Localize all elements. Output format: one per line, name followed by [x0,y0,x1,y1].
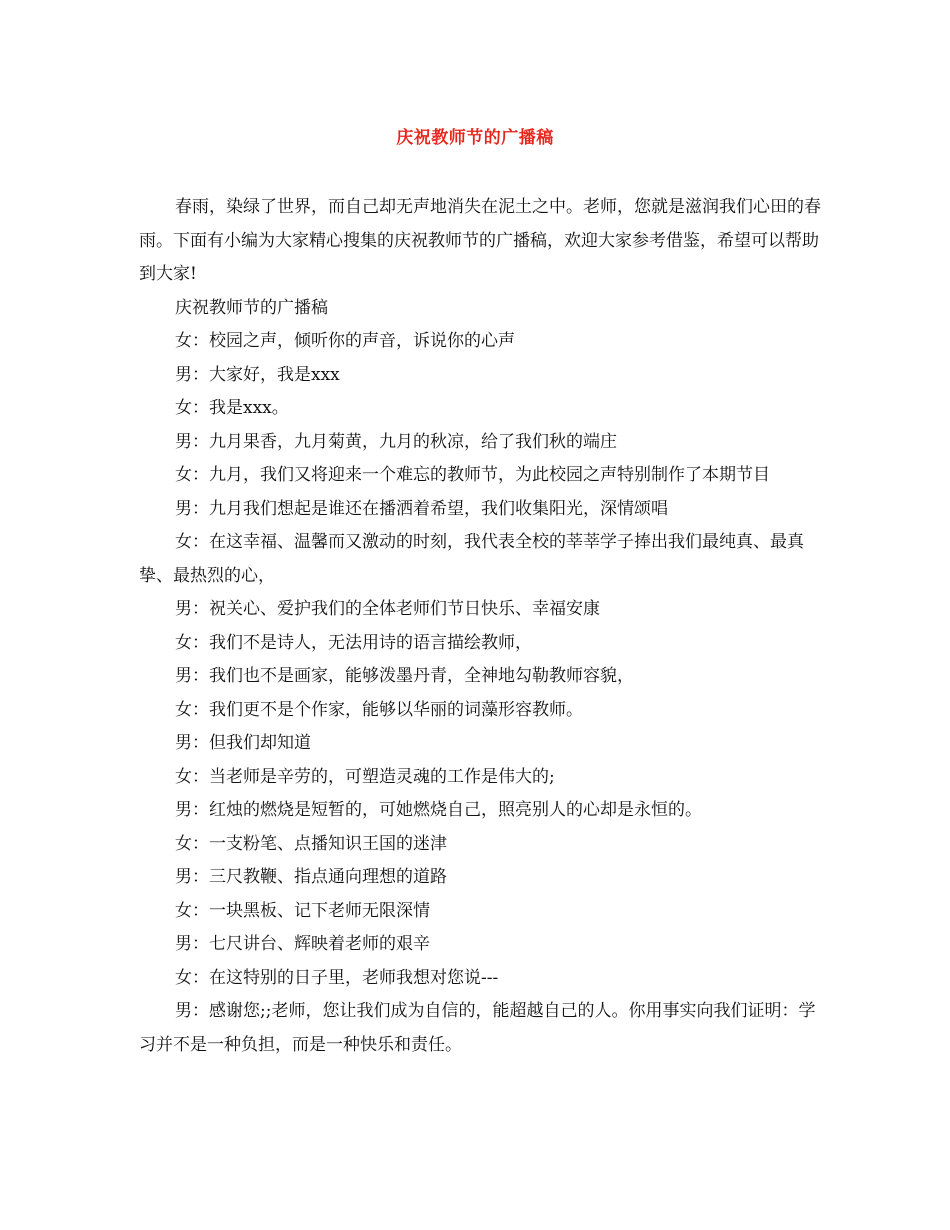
dialogue-line: 女：一块黑板、记下老师无限深情 [175,900,430,921]
paragraph-intro: 春雨，染绿了世界，而自己却无声地消失在泥土之中。老师，您就是滋润我们心田的春雨。下面有小编为大家精心搜集的庆祝教师节的广播稿，欢迎大家参考借鉴，希望可以帮助到大家! [139,197,821,284]
dialogue-line: 男：大家好，我是xxx [175,364,340,385]
dialogue-line: 女：我是xxx。 [175,398,289,418]
dialogue-line: 男：九月我们想起是谁还在播洒着希望，我们收集阳光，深情颂唱 [175,498,668,519]
dialogue-line: 女：校园之声，倾听你的声音，诉说你的心声 [175,331,515,351]
dialogue-line: 女：在这特别的日子里，老师我想对您说--- [175,967,499,988]
dialogue-line: 男：祝关心、爱护我们的全体老师们节日快乐、幸福安康 [175,599,600,619]
document-body [139,191,829,1062]
dialogue-line: 女：在这幸福、温馨而又激动的时刻，我代表全校的莘莘学子捧出我们最纯真、最真挚、最热烈的心， [139,532,804,586]
dialogue-line: 女：一支粉笔、点播知识王国的迷津 [175,833,447,854]
paragraph-subtitle: 庆祝教师节的广播稿 [175,297,328,318]
dialogue-line: 男：感谢您;;老师，您让我们成为自信的，能超越自己的人。你用事实向我们证明：学习并不是一种负担，而是一种快乐和责任。 [139,1001,816,1055]
dialogue-line: 男：七尺讲台、辉映着老师的艰辛 [175,934,430,954]
document-title: 庆祝教师节的广播稿 [396,128,554,148]
dialogue-line: 女：我们更不是个作家，能够以华丽的词藻形容教师。 [175,699,583,720]
dialogue-line: 男：但我们却知道 [175,733,311,753]
dialogue-line: 女：当老师是辛劳的，可塑造灵魂的工作是伟大的; [175,766,555,787]
dialogue-line: 男：我们也不是画家，能够泼墨丹青，全神地勾勒教师容貌， [175,666,634,686]
dialogue-line: 女：九月，我们又将迎来一个难忘的教师节，为此校园之声特别制作了本期节目 [175,465,770,485]
dialogue-line: 男：红烛的燃烧是短暂的，可她燃烧自己，照亮别人的心却是永恒的。 [175,800,702,820]
dialogue-line: 男：九月果香，九月菊黄，九月的秋凉，给了我们秋的端庄 [175,431,617,452]
dialogue-line: 男：三尺教鞭、指点通向理想的道路 [175,867,447,887]
dialogue-line: 女：我们不是诗人，无法用诗的语言描绘教师， [175,632,532,653]
